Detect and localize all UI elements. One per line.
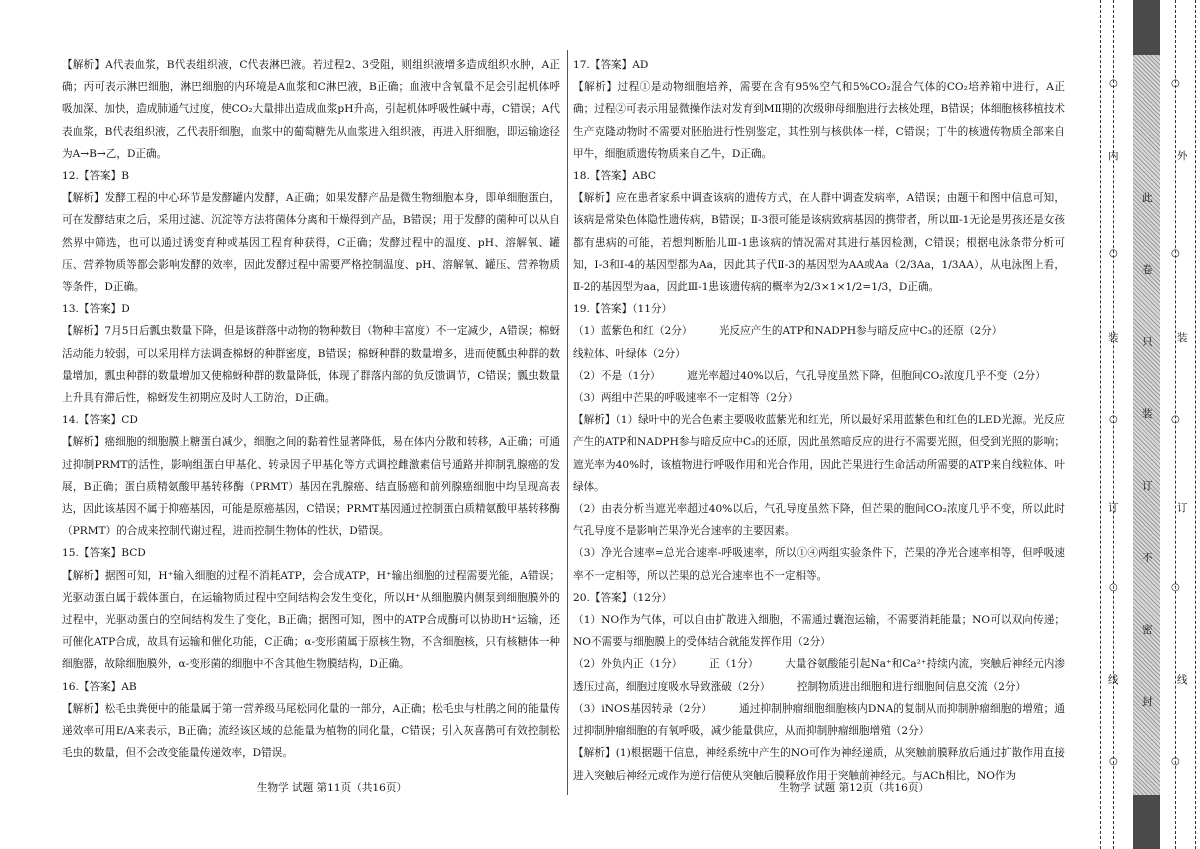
binding-circle-mark: ○ [1171, 756, 1180, 767]
paragraph: （2）外负内正（1分） 正（1分） 大量谷氨酸能引起Na⁺和Ca²⁺持续内流，突触后神经元内渗透压过高，细胞过度吸水导致涨破（2分） 控制物质进出细胞和进行细胞间信息交流（2分） [573, 658, 1065, 693]
binding-circle-mark: ○ [1171, 414, 1180, 425]
binding-circle-mark: ○ [1109, 414, 1118, 425]
binding-outer-label-2: 订 [1177, 502, 1188, 514]
question-answer-heading: 15.【答案】BCD [62, 547, 146, 560]
binding-circle-mark: ○ [1109, 78, 1118, 89]
paragraph: 【解析】发酵工程的中心环节是发酵罐内发酵，A正确；如果发酵产品是微生物细胞本身，即单细胞蛋白，可在发酵结束之后，采用过滤、沉淀等方法将菌体分离和干燥得到产品，B错误；用于发酵的菌种可以从自然界中筛选，也可以通过诱变育种或基因工程育种获得，C正确；发酵过程中的温度、pH、溶解氧、罐压、营养物质等都会影响发酵的效率，因此发酵过程中需要严格控制温度、pH、溶解氧、罐压、营养物质等条件，D正确。 [62, 192, 560, 294]
question-answer-heading: 20.【答案】（12分） [573, 591, 673, 604]
column-divider [567, 50, 568, 795]
binding-margin [1097, 0, 1200, 849]
paragraph: 【解析】（1）绿叶中的光合色素主要吸收蓝紫光和红光，所以最好采用蓝紫色和红色的LED光源。光反应产生的ATP和NADPH参与暗反应中C₃的还原，因此虽然暗反应的进行不需要光照，但受到光照的影响；遮光率为40%时，该植物进行呼吸作用和光合作用，因此芒果进行生命活动所需要的ATP来自线粒体、叶绿体。 [573, 414, 1065, 493]
question-answer-heading: 14.【答案】CD [62, 414, 138, 427]
binding-notice-char-0: 此 [1142, 192, 1153, 204]
paragraph: 【解析】过程①是动物细胞培养，需要在含有95%空气和5%CO₂混合气体的CO₂培养箱中进行，A正确；过程②可表示用显微操作法对发育到MⅡ期的次级卵母细胞进行去核处理，B错误；体细胞核移植技术生产克隆动物时不需要对胚胎进行性别鉴定，其性别与核供体一样，C错误；丁牛的核遗传物质全部来自甲牛，细胞质遗传物质来自乙牛，D正确。 [573, 81, 1065, 160]
paragraph: （3）iNOS基因转录（2分） 通过抑制肿瘤细胞细胞核内DNA的复制从而抑制肿瘤细胞的增殖；通过抑制肿瘤细胞的有氧呼吸，减少能量供应，从而抑制肿瘤细胞增殖（2分） [573, 702, 1065, 738]
binding-notice-char-1: 卷 [1142, 264, 1153, 276]
paragraph: 线粒体、叶绿体（2分） [573, 347, 686, 360]
binding-dark-block-top [1133, 0, 1160, 55]
binding-inner-label-1: 装 [1108, 332, 1119, 344]
page-footer-left: 生物学 试题 第11页（共16页） [256, 782, 408, 794]
binding-circle-mark: ○ [1171, 248, 1180, 259]
binding-inner-label-3: 线 [1108, 674, 1119, 686]
right-column [573, 54, 1065, 787]
binding-edge-line-right [1195, 0, 1196, 849]
paragraph: 【解析】松毛虫粪便中的能量属于第一营养级马尾松同化量的一部分，A正确；松毛虫与杜鹃之间的能量传递效率可用E/A来表示，B正确；流经该区域的总能量为植物的同化量，C错误；引入灰喜鹊可有效控制松毛虫的数量，但不会改变能量传递效率，D错误。 [62, 702, 560, 760]
binding-outer-label-1: 装 [1177, 332, 1188, 344]
binding-notice-char-6: 密 [1142, 624, 1153, 636]
paragraph: （3）两组中芒果的呼吸速率不一定相等（2分） [573, 392, 799, 405]
binding-dark-block-bottom [1133, 795, 1160, 849]
paragraph: （2）不是（1分） 遮光率超过40%以后，气孔导度虽然下降，但胞间CO₂浓度几乎不变（2分） [573, 369, 1046, 382]
binding-notice-char-5: 不 [1142, 552, 1153, 564]
paragraph: 【解析】A代表血浆，B代表组织液，C代表淋巴液。若过程2、3受阻，则组织液增多造成组织水肿，A正确；丙可表示淋巴细胞，淋巴细胞的内环境是A血浆和C淋巴液，B正确；血液中含氧量不足会引起机体呼吸加深、加快，造成肺通气过度，使CO₂大量排出造成血浆pH升高，引起机体呼吸性碱中毒，C错误；A代表血浆，B代表组织液，乙代表肝细胞，血浆中的葡萄糖先从血浆进入组织液，再进入肝细胞，即运输途径为A→B→乙，D正确。 [62, 59, 560, 160]
binding-notice-char-3: 装 [1142, 408, 1153, 420]
page-footer-right: 生物学 试题 第12页（共16页） [778, 782, 930, 794]
question-answer-heading: 18.【答案】ABC [573, 170, 656, 183]
binding-circle-mark: ○ [1109, 756, 1118, 767]
binding-outer-label-3: 线 [1177, 674, 1188, 686]
question-answer-heading: 13.【答案】D [62, 303, 130, 316]
paragraph: （2）由表分析当遮光率超过40%以后，气孔导度虽然下降，但芒果的胞间CO₂浓度几乎不变，所以此时气孔导度不是影响芒果净光合速率的主要因素。 [573, 503, 1065, 538]
question-answer-heading: 16.【答案】AB [62, 680, 137, 693]
binding-outer-label-0: 外 [1177, 150, 1188, 162]
binding-circle-mark: ○ [1171, 78, 1180, 89]
paragraph: 【解析】(1)根据题干信息，神经系统中产生的NO可作为神经递质，从突触前膜释放后通过扩散作用直接进入突触后神经元或作为逆行信使从突触后膜释放作用于突触前神经元。与ACh相比，NO作为 [573, 747, 1065, 782]
left-column [62, 54, 560, 765]
paragraph: （1）NO作为气体，可以自由扩散进入细胞，不需通过囊泡运输，不需要消耗能量；NO可以双向传递；NO不需要与细胞膜上的受体结合就能发挥作用（2分） [573, 614, 1065, 649]
binding-notice-char-2: 只 [1142, 336, 1153, 348]
binding-notice-char-4: 订 [1142, 480, 1153, 492]
paragraph: 【解析】据图可知，H⁺输入细胞的过程不消耗ATP，会合成ATP，H⁺输出细胞的过程需要光能，A错误；光驱动蛋白属于载体蛋白，在运输物质过程中空间结构会发生变化，所以H⁺从细胞膜内侧泵到细胞膜外的过程中，光驱动蛋白的空间结构发生了变化，B正确；据图可知，图中的ATP合成酶可以协助H⁺运输，还可催化ATP合成，故具有运输和催化功能，C正确；α-变形菌属于原核生物，不含细胞核，只有核糖体一种细胞器，故除细胞膜外，α-变形菌的细胞中不含其他生物膜结构，D正确。 [62, 569, 560, 671]
binding-hatched-band [1133, 0, 1160, 849]
binding-circle-mark: ○ [1109, 582, 1118, 593]
binding-inner-label-0: 内 [1108, 150, 1119, 162]
paragraph: 【解析】7月5日后瓢虫数量下降，但是该群落中动物的物种数目（物种丰富度）不一定减少，A错误；棉蚜活动能力较弱，可以采用样方法调查棉蚜的种群密度，B错误；棉蚜种群的数量增多，进而使瓢虫种群的数量增加，瓢虫种群的数量增加又使棉蚜种群的数量降低，体现了群落内部的负反馈调节，C错误；瓢虫数量上升具有滞后性，棉蚜发生初期应及时人工防治，D正确。 [62, 325, 560, 405]
paragraph: 【解析】应在患者家系中调查该病的遗传方式，在人群中调查发病率，A错误；由题干和图中信息可知，该病是常染色体隐性遗传病，B错误；Ⅱ-3很可能是该病致病基因的携带者，所以Ⅲ-1无论是男孩还是女孩都有患病的可能，若想判断胎儿Ⅲ-1患该病的情况需对其进行基因检测，C错误；根据电泳条带分析可知，Ⅰ-3和Ⅰ-4的基因型都为Aa，因此其子代Ⅱ-3的基因型为AA或Aa（2/3Aa，1/3AA），从电泳图上看，Ⅱ-2的基因型为aa，因此Ⅲ-1患该遗传病的概率为2/3×1×1/2=1/3，D正确。 [573, 192, 1065, 294]
paragraph: （3）净光合速率=总光合速率-呼吸速率，所以①④两组实验条件下，芒果的净光合速率相等，但呼吸速率不一定相等，所以芒果的总光合速率也不一定相等。 [573, 547, 1065, 582]
binding-inner-label-2: 订 [1108, 502, 1119, 514]
binding-circle-mark: ○ [1171, 582, 1180, 593]
question-answer-heading: 17.【答案】AD [573, 59, 649, 71]
binding-notice-char-7: 封 [1142, 696, 1153, 708]
question-answer-heading: 12.【答案】B [62, 170, 130, 183]
binding-outer-edge-line [1100, 0, 1101, 849]
paragraph: （1）蓝紫色和红（2分） 光反应产生的ATP和NADPH参与暗反应中C₃的还原（2分） [573, 325, 1003, 338]
paragraph: 【解析】癌细胞的细胞膜上糖蛋白减少，细胞之间的黏着性显著降低，易在体内分散和转移，A正确；可通过抑制PRMT的活性，影响组蛋白甲基化、转录因子甲基化等方式调控雌激素信号通路并抑制乳腺癌的发展，B正确；蛋白质精氨酸甲基转移酶（PRMT）基因在乳腺癌、结直肠癌和前列腺癌细胞中均呈现高表达，因此该基因不属于抑癌基因，可能是原癌基因，C错误；PRMT基因通过控制蛋白质精氨酸甲基转移酶（PRMT）的合成来控制代谢过程，进而控制生物体的性状，D错误。 [62, 436, 560, 538]
binding-circle-mark: ○ [1109, 248, 1118, 259]
question-answer-heading: 19.【答案】（11分） [573, 303, 673, 316]
